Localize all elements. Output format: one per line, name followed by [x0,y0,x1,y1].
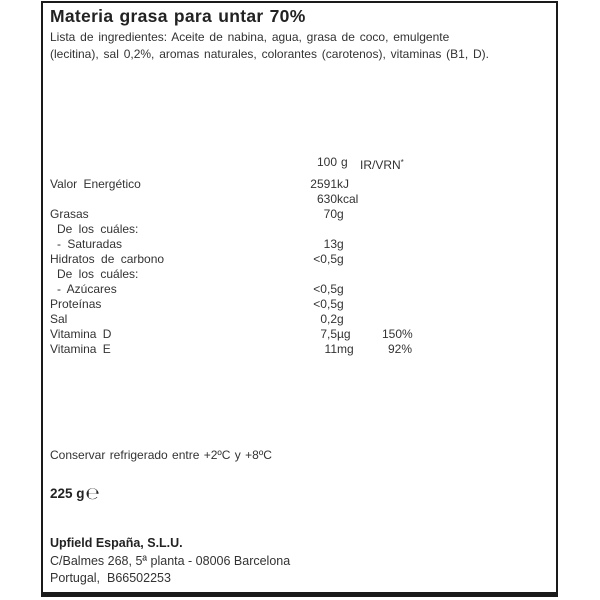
product-label-box [41,1,558,597]
nutrient-percent [382,312,412,327]
nutrition-row-of-which [50,267,470,282]
nutrient-amount: 0,2 [320,312,337,326]
nutrient-percent [382,282,412,297]
ingredients-line: (lecitina), sal 0,2%, aromas naturales, colorantes (carotenos), vitaminas (B1, D). [50,46,490,61]
nutrient-percent [382,267,412,282]
nutrient-amount: 7,5 [320,327,337,341]
nutrient-label: Valor Energético [50,177,141,191]
nutrition-row-sugars [50,282,470,297]
nutrient-label: Sal [50,312,68,326]
manufacturer-block [50,535,290,588]
header-unit: g [341,155,348,169]
nutrient-percent [382,222,412,237]
nutrient-unit: g [337,207,344,221]
nutrient-percent: 150% [382,327,413,341]
nutrient-label: Vitamina D [50,327,112,341]
nutrient-label: Hidratos de carbono [50,252,165,266]
nutrient-label: Proteínas [50,297,102,311]
nutrient-amount: <0,5 [313,282,337,296]
nutrient-unit: µg [337,327,351,341]
nutrient-label: De los cuáles: [57,267,139,281]
nutrient-percent [382,192,412,207]
nutrient-unit: kJ [337,177,349,191]
ingredients-list [50,29,549,62]
nutrient-percent [382,297,412,312]
nutrition-row-energy-kj [50,177,470,192]
nutrition-row-vitamin-d [50,327,470,342]
nutrition-row-fat [50,207,470,222]
manufacturer-name: Upfield España, S.L.U. [50,536,183,550]
nutrient-unit: mg [337,342,354,356]
nutrient-unit: g [337,237,344,251]
nutrient-label: Vitamina E [50,342,111,356]
storage-instructions: Conservar refrigerado entre +2ºC y +8ºC [50,448,272,462]
nutrient-amount: 2591 [310,177,337,191]
manufacturer-address: C/Balmes 268, 5ª planta - 08006 Barcelona [50,553,291,568]
nutrient-percent [382,237,412,252]
nutrition-row-of-which [50,222,470,237]
header-reference [360,155,404,173]
nutrient-percent [382,252,412,267]
nutrient-label: De los cuáles: [57,222,139,236]
nutrition-row-energy-kcal [50,192,470,207]
manufacturer-registration: Portugal, B66502253 [50,571,171,585]
nutrient-unit: g [337,297,344,311]
label-content [43,3,556,592]
nutrient-label: - Saturadas [57,237,123,251]
header-reference-mark: * [400,158,404,167]
nutrient-unit: g [337,252,344,266]
nutrition-row-vitamin-e [50,342,470,357]
net-weight [50,484,100,503]
header-amount: 100 [316,155,337,169]
nutrition-row-saturates [50,237,470,252]
nutrient-amount [287,267,337,282]
nutrient-amount: <0,5 [313,297,337,311]
nutrient-amount [287,222,337,237]
nutrient-label: Grasas [50,207,89,221]
nutrient-percent [382,207,412,222]
nutrition-header-row [50,155,470,177]
nutrition-table [50,155,470,357]
header-spacer [50,155,287,177]
nutrient-unit: kcal [337,192,359,206]
nutrient-amount: 11 [324,342,337,356]
product-title: Materia grasa para untar 70% [50,6,306,26]
nutrient-label: - Azúcares [57,282,117,296]
nutrient-percent [382,177,412,192]
nutrition-row-protein [50,297,470,312]
nutrient-amount: 70 [323,207,337,221]
nutrient-amount: <0,5 [313,252,337,266]
nutrient-amount: 630 [316,192,337,206]
nutrient-percent: 92% [387,342,412,356]
header-reference-text: IR/VRN [360,158,401,172]
nutrition-row-carbohydrate [50,252,470,267]
nutrient-unit [337,267,382,282]
nutrition-row-salt [50,312,470,327]
nutrient-unit [337,222,382,237]
estimated-sign: ℮ [85,484,100,503]
nutrient-amount: 13 [323,237,337,251]
nutrient-unit: g [337,312,344,326]
nutrient-unit: g [337,282,344,296]
nutrient-label [50,192,287,207]
ingredients-line: Lista de ingredientes: Aceite de nabina, agua, grasa de coco, emulgente [50,30,450,44]
net-weight-value: 225 g [50,486,85,501]
